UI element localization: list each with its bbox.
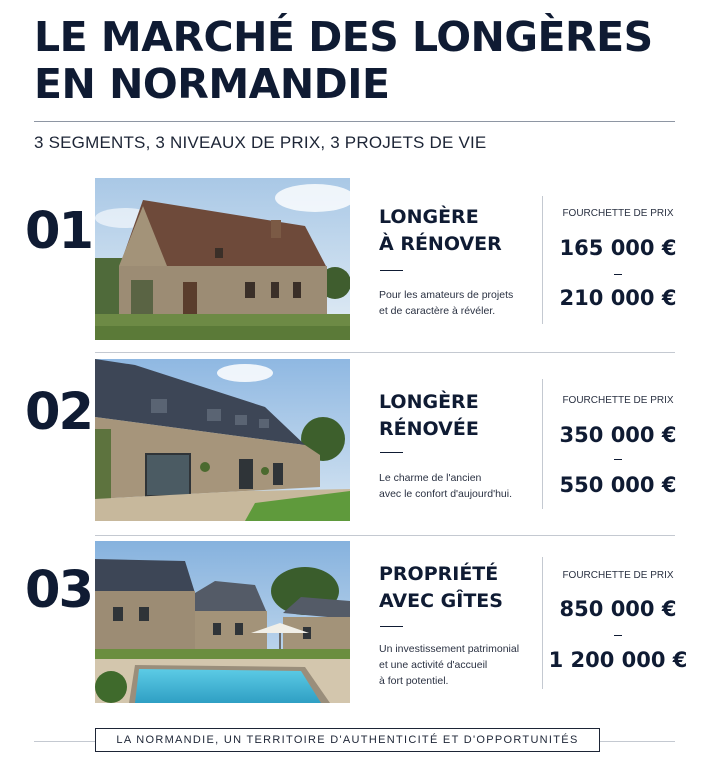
- footer-rule-left: [34, 741, 95, 742]
- title-line-1: LE MARCHÉ DES LONGÈRES: [34, 13, 653, 61]
- price-range-dash: [614, 635, 622, 636]
- footer-rule-right: [600, 741, 675, 742]
- segment-name-line-1: LONGÈRE: [379, 206, 479, 228]
- segment-number: 02: [25, 383, 92, 442]
- segment-name-line-1: LONGÈRE: [379, 391, 479, 413]
- segment-name-line-1: PROPRIÉTÉ: [379, 563, 499, 585]
- footer-tagline: LA NORMANDIE, UN TERRITOIRE D'AUTHENTICITÉ ET D'OPPORTUNITÉS: [95, 728, 600, 752]
- price-range-dash: [614, 274, 622, 275]
- segment-name-line-2: RÉNOVÉE: [379, 418, 479, 440]
- page-subtitle: 3 SEGMENTS, 3 NIVEAUX DE PRIX, 3 PROJETS DE VIE: [34, 133, 487, 152]
- page-title: [34, 14, 674, 108]
- segment-description: [379, 641, 539, 689]
- segment-dash: [380, 452, 403, 453]
- price-divider: [542, 379, 543, 509]
- segment-description-line-1: Le charme de l'ancien: [379, 472, 482, 484]
- price-max: 1 200 000 €: [548, 648, 688, 672]
- segment-dash: [380, 626, 403, 627]
- segment-name-line-2: AVEC GÎTES: [379, 590, 503, 612]
- segment-separator: [95, 352, 675, 353]
- segment-description: [379, 470, 539, 502]
- price-divider: [542, 557, 543, 689]
- segment-number: 03: [25, 561, 92, 620]
- segment-photo-renovate: [95, 178, 350, 340]
- price-min: 850 000 €: [559, 597, 677, 621]
- price-range-label: FOURCHETTE DE PRIX: [562, 208, 674, 219]
- segment-description-line-2: avec le confort d'aujourd'hui.: [379, 488, 513, 500]
- price-max: 550 000 €: [559, 473, 677, 497]
- price-range-dash: [614, 459, 622, 460]
- segment-dash: [380, 270, 403, 271]
- segment-photo-renovated: [95, 359, 350, 521]
- segment-number: 01: [25, 202, 92, 261]
- price-divider: [542, 196, 543, 324]
- segment-description-line-2: et de caractère à révéler.: [379, 305, 496, 317]
- segment-description: [379, 287, 539, 319]
- segment-photo-gites: [95, 541, 350, 703]
- segment-name: [379, 561, 539, 615]
- title-line-2: EN NORMANDIE: [34, 60, 390, 108]
- price-min: 350 000 €: [559, 423, 677, 447]
- segment-separator: [95, 535, 675, 536]
- segment-description-line-3: à fort potentiel.: [379, 675, 449, 687]
- segment-description-line-2: et une activité d'accueil: [379, 659, 488, 671]
- segment-name-line-2: À RÉNOVER: [379, 233, 502, 255]
- segment-name: [379, 204, 539, 258]
- title-divider: [34, 121, 675, 122]
- segment-description-line-1: Un investissement patrimonial: [379, 643, 520, 655]
- price-range-label: FOURCHETTE DE PRIX: [562, 395, 674, 406]
- segment-description-line-1: Pour les amateurs de projets: [379, 289, 514, 301]
- segment-name: [379, 389, 539, 443]
- price-max: 210 000 €: [559, 286, 677, 310]
- price-range-label: FOURCHETTE DE PRIX: [562, 570, 674, 581]
- price-min: 165 000 €: [559, 236, 677, 260]
